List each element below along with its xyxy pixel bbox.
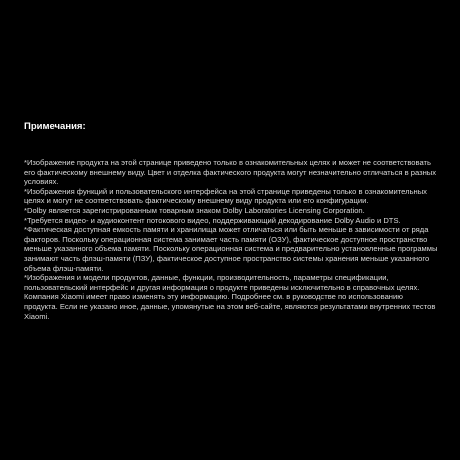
note-item: *Фактическая доступная емкость памяти и хранилища может отличаться или быть меньше в зависимости от ряда факторов. Поскольку операционная система занимает часть памяти (ОЗУ), фактическое доступное пространство меньше указанного объема памяти. Поскольку операционная система и предварительно установленные программы занимают часть флэш-памяти (ПЗУ), фактическое доступное пространство системы хранения меньше указанного объема флэш-памяти. xyxy=(24,225,438,273)
note-item: *Изображения функций и пользовательского интерфейса на этой странице приведены только в ознакомительных целях и могут не соответствовать фактическому внешнему виду продукта или его конфигурации. xyxy=(24,186,427,206)
notes-section xyxy=(24,120,438,321)
note-item: *Изображение продукта на этой странице приведено только в ознакомительных целях и может не соответствовать его фактическому внешнему виду. Цвет и отделка фактического продукта могут незначительно отличаться в разных условиях. xyxy=(24,158,437,187)
notes-title: Примечания: xyxy=(24,121,86,132)
note-item: *Изображения и модели продуктов, данные, функции, производительность, параметры спецификации, пользовательский интерфейс и другая информация о продукте приведены исключительно в справочных целях. Компания Xiaomi имеет право изменять эту информацию. Подробнее см. в руководстве по использованию продукта. Если не указано иное, данные, упомянутые на этом веб-сайте, являются результатами внутренних тестов Xiaomi. xyxy=(24,273,436,321)
notes-list xyxy=(24,158,438,321)
note-item: *Требуется видео- и аудиоконтент потокового видео, поддерживающий декодирование Dolby Audio и DTS. xyxy=(24,215,401,225)
note-item: *Dolby является зарегистрированным товарным знаком Dolby Laboratories Licensing Corporation. xyxy=(24,205,365,215)
